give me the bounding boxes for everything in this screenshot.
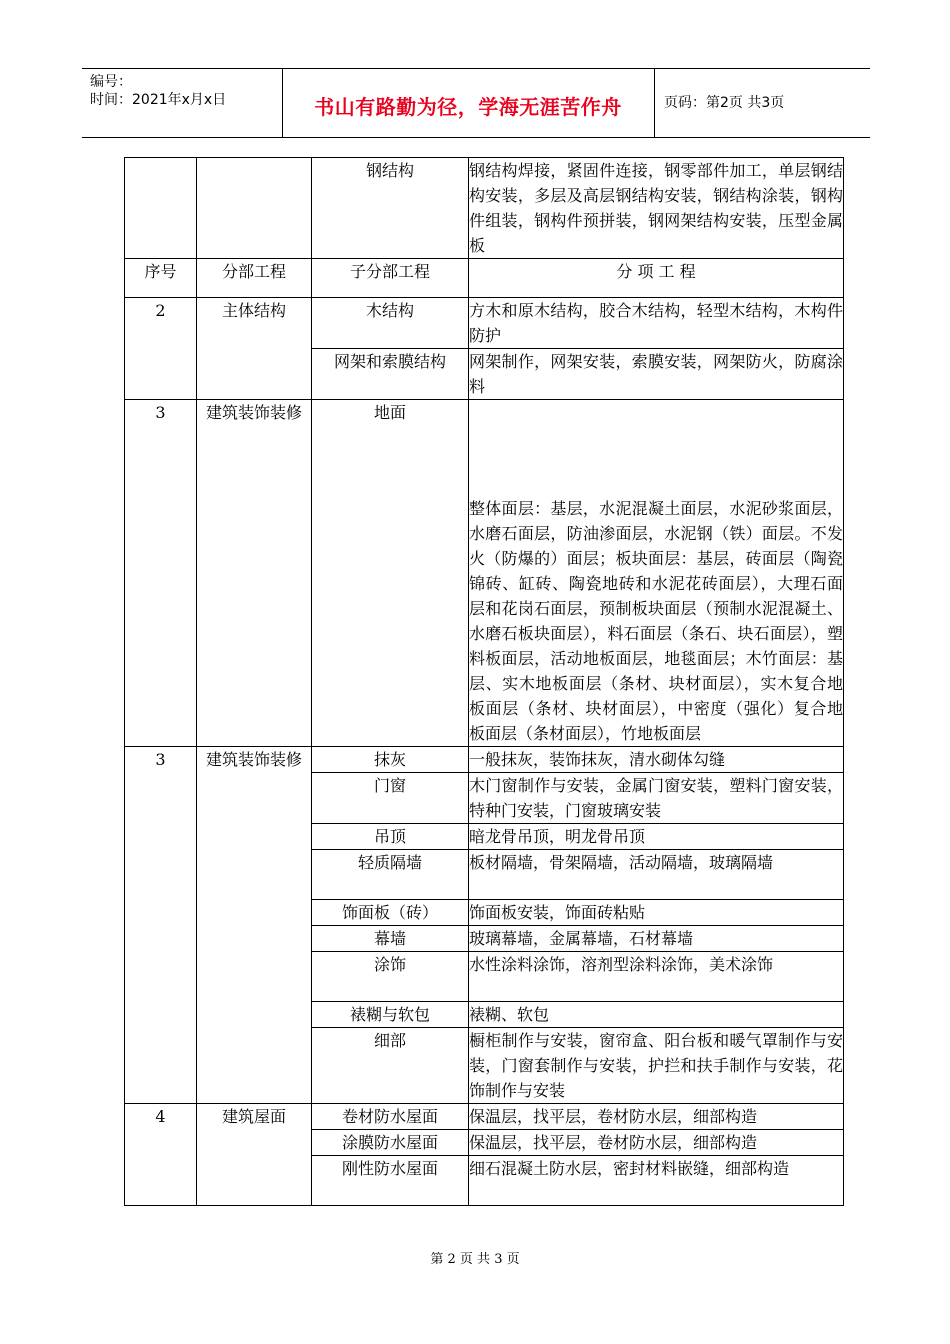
sub-division-cell: 钢结构 <box>312 158 469 259</box>
sub-division-cell: 饰面板（砖） <box>312 900 469 926</box>
items-cell: 方木和原木结构，胶合木结构，轻型木结构，木构件防护 <box>469 298 844 349</box>
no-cell: 3 <box>125 400 197 747</box>
sub-division-cell: 涂膜防水屋面 <box>312 1130 469 1156</box>
doc-code-label: 编号： <box>90 74 132 90</box>
table-row <box>125 400 844 747</box>
no-cell: 3 <box>125 747 197 1104</box>
items-cell: 钢结构焊接，紧固件连接，钢零部件加工，单层钢结构安装，多层及高层钢结构安装，钢结构涂装，钢构件组装，钢构件预拼装，钢网架结构安装，压型金属板 <box>469 158 844 259</box>
engineering-division-table <box>124 157 844 1206</box>
page-footer: 第 2 页 共 3 页 <box>430 1252 520 1267</box>
division-cell: 建筑屋面 <box>197 1104 312 1206</box>
items-cell: 饰面板安装，饰面砖粘贴 <box>469 900 844 926</box>
header-motto: 书山有路勤为径，学海无涯苦作舟 <box>314 95 622 119</box>
items-cell: 保温层，找平层，卷材防水层，细部构造 <box>469 1130 844 1156</box>
division-cell: 主体结构 <box>197 298 312 400</box>
items-cell: 网架制作，网架安装，索膜安装，网架防火，防腐涂料 <box>469 349 844 400</box>
sub-division-cell: 吊顶 <box>312 824 469 850</box>
header-division: 分部工程 <box>197 259 312 298</box>
items-cell: 裱糊、软包 <box>469 1002 844 1028</box>
items-cell: 水性涂料涂饰，溶剂型涂料涂饰，美术涂饰 <box>469 952 844 1002</box>
sub-division-cell: 网架和索膜结构 <box>312 349 469 400</box>
header-page-cell <box>654 69 870 137</box>
header-motto-cell <box>282 69 655 137</box>
header-items: 分 项 工 程 <box>469 259 844 298</box>
sub-division-cell: 木结构 <box>312 298 469 349</box>
sub-division-cell: 细部 <box>312 1028 469 1104</box>
no-cell: 2 <box>125 298 197 400</box>
division-cell: 建筑装饰装修 <box>197 400 312 747</box>
items-cell: 暗龙骨吊顶，明龙骨吊顶 <box>469 824 844 850</box>
no-cell <box>125 158 197 259</box>
sub-division-cell: 门窗 <box>312 773 469 824</box>
table-header-row <box>125 259 844 298</box>
items-cell: 橱柜制作与安装，窗帘盒、阳台板和暖气罩制作与安装，门窗套制作与安装，护拦和扶手制作与安装，花饰制作与安装 <box>469 1028 844 1104</box>
header-page-info: 页码：第2页 共3页 <box>664 95 785 111</box>
items-cell: 保温层，找平层，卷材防水层，细部构造 <box>469 1104 844 1130</box>
sub-division-cell: 涂饰 <box>312 952 469 1002</box>
sub-division-cell: 裱糊与软包 <box>312 1002 469 1028</box>
items-cell: 一般抹灰，装饰抹灰，清水砌体勾缝 <box>469 747 844 773</box>
division-cell <box>197 158 312 259</box>
header-sub-division: 子分部工程 <box>312 259 469 298</box>
sub-division-cell: 刚性防水屋面 <box>312 1156 469 1206</box>
table-row <box>125 747 844 773</box>
items-cell: 细石混凝土防水层，密封材料嵌缝，细部构造 <box>469 1156 844 1206</box>
items-cell: 整体面层：基层，水泥混凝土面层，水泥砂浆面层，水磨石面层，防油渗面层，水泥钢（铁）面层。不发火（防爆的）面层；板块面层：基层，砖面层（陶瓷锦砖、缸砖、陶瓷地砖和水泥花砖面层），大理石面层和花岗石面层，预制板块面层（预制水泥混凝土、水磨石板块面层），料石面层（条石、块石面层），塑料板面层，活动地板面层，地毯面层；木竹面层：基层、实木地板面层（条材、块材面层），实木复合地板面层（条材、块材面层），中密度（强化）复合地板面层（条材面层），竹地板面层 <box>469 400 844 747</box>
sub-division-cell: 地面 <box>312 400 469 747</box>
header-no: 序号 <box>125 259 197 298</box>
sub-division-cell: 抹灰 <box>312 747 469 773</box>
division-cell: 建筑装饰装修 <box>197 747 312 1104</box>
table-row <box>125 1104 844 1130</box>
header-meta-cell <box>82 69 283 137</box>
sub-division-cell: 幕墙 <box>312 926 469 952</box>
page-header <box>82 68 870 138</box>
sub-division-cell: 卷材防水屋面 <box>312 1104 469 1130</box>
items-cell: 木门窗制作与安装，金属门窗安装，塑料门窗安装，特种门安装，门窗玻璃安装 <box>469 773 844 824</box>
no-cell: 4 <box>125 1104 197 1206</box>
table-row <box>125 298 844 349</box>
table-row <box>125 158 844 259</box>
doc-time-label: 时间：2021年x月x日 <box>90 92 227 108</box>
items-cell: 板材隔墙，骨架隔墙，活动隔墙，玻璃隔墙 <box>469 850 844 900</box>
items-cell: 玻璃幕墙，金属幕墙，石材幕墙 <box>469 926 844 952</box>
sub-division-cell: 轻质隔墙 <box>312 850 469 900</box>
